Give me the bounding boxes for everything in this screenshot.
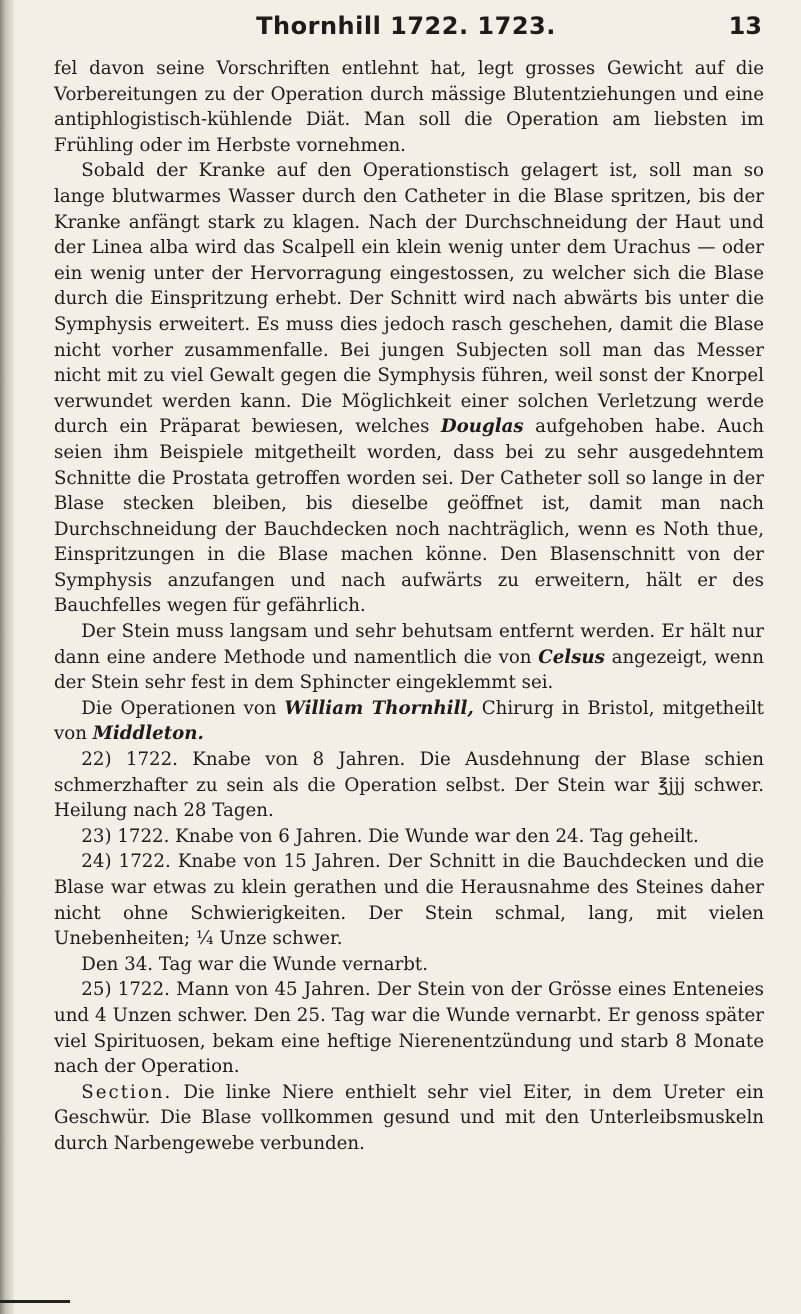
paragraph-3 <box>54 619 764 696</box>
page-edge-rule <box>0 1300 70 1303</box>
page-number: 13 <box>728 12 762 40</box>
page-body <box>54 56 764 1157</box>
paragraph-3-text-after: angezeigt, wenn der Stein sehr fest in dem Sphincter eingeklemmt sei. <box>54 646 764 694</box>
person-name-douglas: Douglas <box>440 416 524 438</box>
paragraph-2 <box>54 158 764 619</box>
section-paragraph <box>54 1080 764 1157</box>
case-23: 23) 1722. Knabe von 6 Jahren. Die Wunde war den 24. Tag geheilt. <box>81 825 699 847</box>
section-heading: Section. <box>81 1081 173 1103</box>
paragraph-2-text-after: aufgehoben habe. Auch seien ihm Beispiele mitgetheilt worden, dass bei zu sehr ausgedehntem Schnitte die Prostata getroffen worden sei. Der Catheter soll so lange in der Blase stecken bleiben, bis dieselbe geöffnet ist, damit man nach Durchschneidung der Bauchdecken noch nachträglich, wenn es Noth thue, Einspritzungen in die Blase machen könne. Den Blasenschnitt von der Symphysis anzufangen und nach aufwärts zu erweitern, hält er des Bauchfelles wegen für gefährlich. <box>54 416 764 617</box>
paragraph-3-text: Der Stein muss langsam und sehr behutsam entfernt werden. Er hält nur dann eine andere Methode und namentlich die von <box>54 621 764 668</box>
paragraph-2-text: Sobald der Kranke auf den Operationstisch gelagert ist, soll man so lange blutwarmes Wasser durch den Catheter in die Blase spritzen, bis der Kranke anfängt stark zu klagen. Nach der Durchschneidung der Haut und der Linea alba wird das Scalpell ein klein wenig unter dem Urachus — oder ein wenig unter der Hervorragung eingestossen, zu welcher sich die Blase durch die Einspritzung erhebt. Der Schnitt wird nach abwärts bis unter die Symphysis erweitert. Es muss dies jedoch rasch geschehen, damit die Blase nicht vorher zusammenfalle. Bei jungen Subjecten soll man das Messer nicht mit zu viel Gewalt gegen die Symphysis führen, weil sonst der Knorpel verwundet werden kann. Die Möglichkeit einer solchen Verletzung werde durch ein Präparat bewiesen, welches <box>54 160 764 438</box>
paragraph-4-text-after: Chirurg in Bristol, mitgetheilt von <box>54 697 764 745</box>
case-22: 22) 1722. Knabe von 8 Jahren. Die Ausdehnung der Blase schien schmerzhafter zu sein als die Operation selbst. Der Stein war ℥jjj schwer. Heilung nach 28 Tagen. <box>54 749 764 822</box>
case-24: 24) 1722. Knabe von 15 Jahren. Der Schnitt in die Bauchdecken und die Blase war etwas zu klein gerathen und die Herausnahme des Steines daher nicht ohne Schwierigkeiten. Der Stein schmal, lang, mit vielen Unebenheiten; ¼ Unze schwer. <box>54 851 764 950</box>
person-name-thornhill: William Thornhill, <box>284 697 474 719</box>
case-25: 25) 1722. Mann von 45 Jahren. Der Stein von der Grösse eines Enteneies und 4 Unzen schwer. Den 25. Tag war die Wunde vernarbt. Er genoss später viel Spirituosen, bekam eine heftige Nierenentzündung und starb 8 Monate nach der Operation. <box>54 979 764 1078</box>
case-24-followup: Den 34. Tag war die Wunde vernarbt. <box>81 953 429 975</box>
page-header <box>36 12 776 46</box>
paragraph-4 <box>54 696 764 747</box>
person-name-celsus: Celsus <box>538 646 605 668</box>
paragraph-4-text: Die Operationen von <box>81 697 277 719</box>
paragraph-1: fel davon seine Vorschriften entlehnt hat, legt grosses Gewicht auf die Vorbereitungen zu der Operation durch mässige Blutentziehungen und eine antiphlogistisch-kühlende Diät. Man soll die Operation am liebsten im Frühling oder im Herbste vornehmen. <box>54 58 764 156</box>
running-title: Thornhill 1722. 1723. <box>256 12 556 40</box>
book-spine-shadow <box>0 0 14 1314</box>
section-text: Die linke Niere enthielt sehr viel Eiter, in dem Ureter ein Geschwür. Die Blase vollkommen gesund und mit den Unterleibsmuskeln durch Narbengewebe verbunden. <box>54 1081 764 1154</box>
person-name-middleton: Middleton. <box>92 723 204 745</box>
